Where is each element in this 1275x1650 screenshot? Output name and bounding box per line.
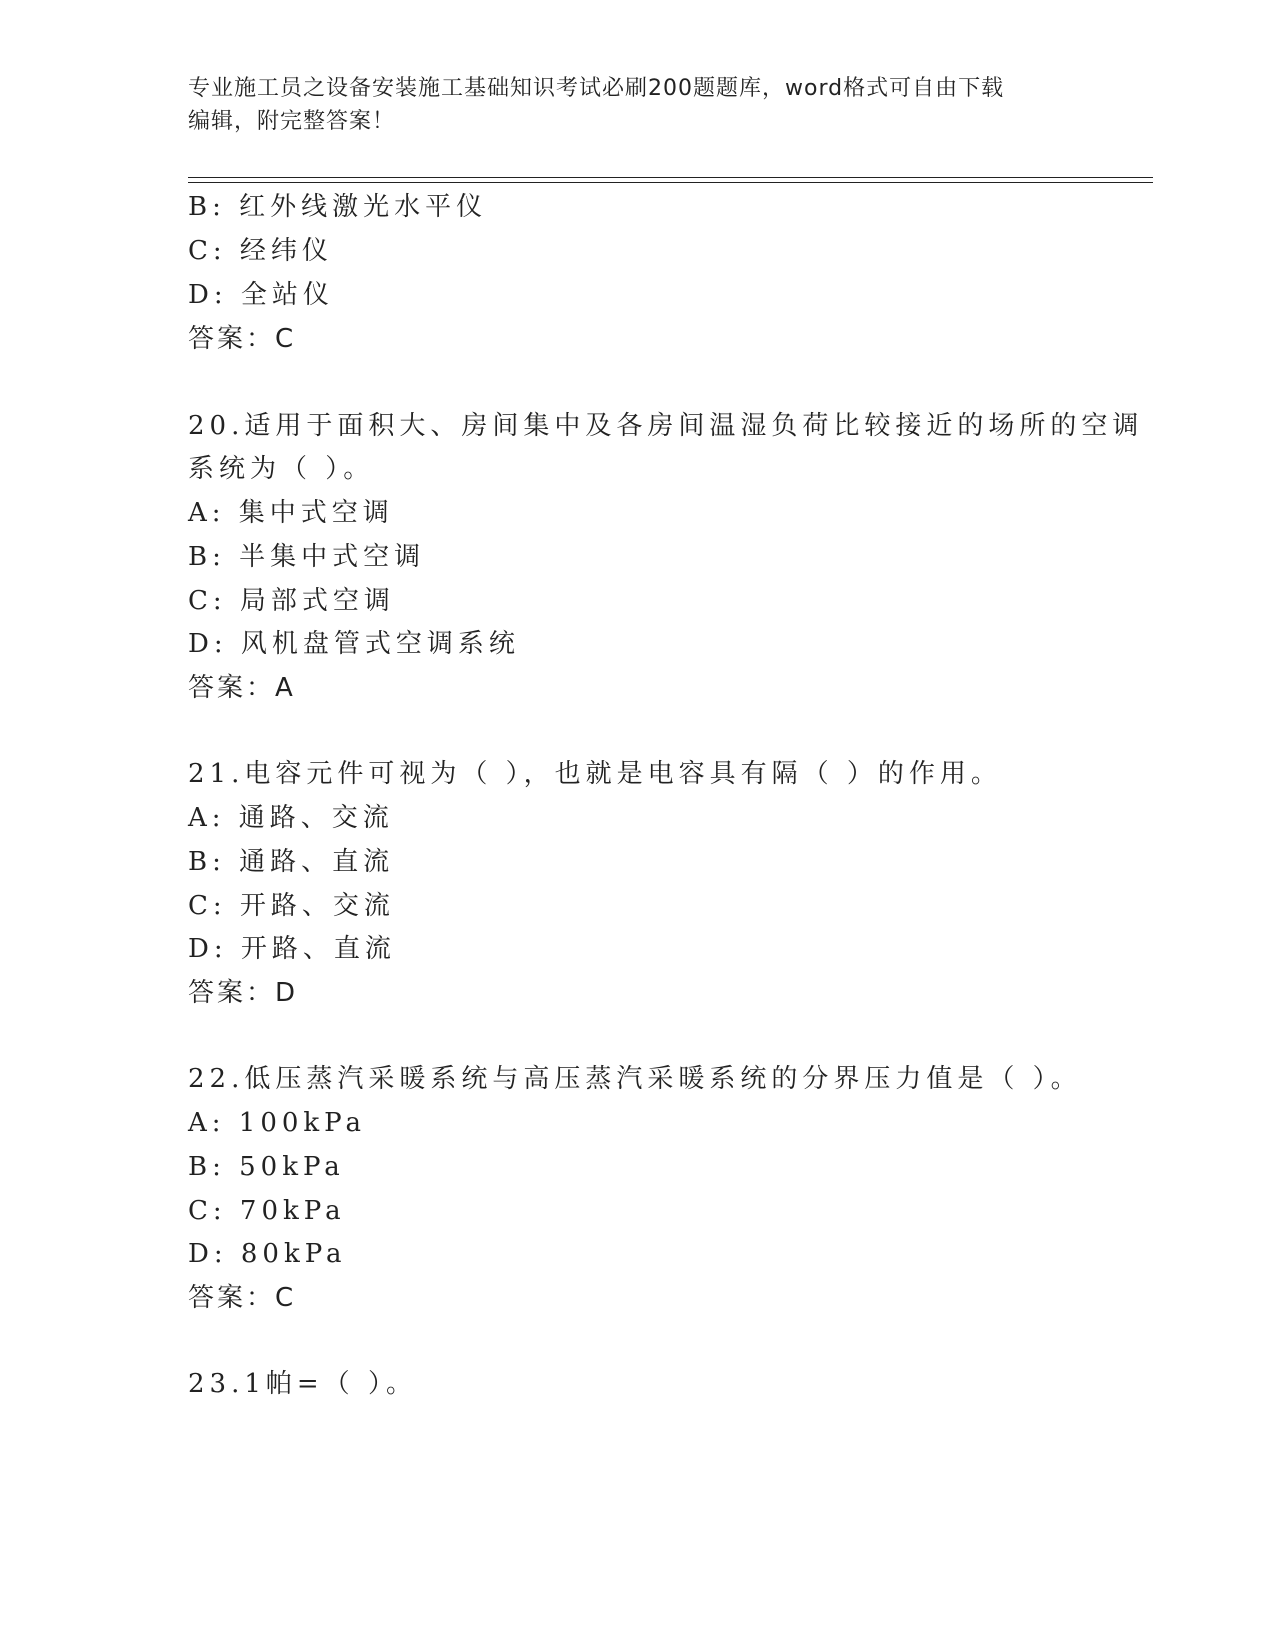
q22-option-a: A: 100kPa: [188, 1108, 367, 1138]
q21-option-a: A: 通路、交流: [188, 803, 394, 833]
q23-stem-line-1: 23.1帕=（ ）。: [188, 1369, 417, 1399]
header-title-line-2: 编辑，附完整答案！: [188, 109, 396, 134]
q20-option-b: B: 半集中式空调: [188, 542, 426, 572]
q21-answer: 答案：D: [188, 978, 299, 1008]
q21-stem-line-1: 21.电容元件可视为（ ），也就是电容具有隔（ ）的作用。: [188, 759, 1002, 789]
header-title-line-1: 专业施工员之设备安装施工基础知识考试必刷200题题库，word格式可自由下载: [188, 76, 1005, 101]
q22-option-c: C: 70kPa: [188, 1196, 346, 1226]
q21-option-b: B: 通路、直流: [188, 847, 395, 877]
document-header: [188, 72, 1088, 138]
q20-option-a: A: 集中式空调: [188, 498, 394, 528]
q21-option-d: D: 开路、直流: [188, 934, 396, 964]
header-divider-top: [188, 177, 1153, 178]
q19-option-b: B: 红外线激光水平仪: [188, 192, 488, 222]
q20-stem-line-1: 20.适用于面积大、房间集中及各房间温湿负荷比较接近的场所的空调: [188, 411, 1144, 441]
q21-option-c: C: 开路、交流: [188, 891, 395, 921]
q22-option-b: B: 50kPa: [188, 1152, 345, 1182]
q20-option-c: C: 局部式空调: [188, 586, 395, 616]
header-divider-bottom: [188, 182, 1153, 183]
q22-stem-line-1: 22.低压蒸汽采暖系统与高压蒸汽采暖系统的分界压力值是（ ）。: [188, 1064, 1082, 1094]
q20-option-d: D: 风机盘管式空调系统: [188, 629, 520, 659]
q20-stem-line-2: 系统为（ ）。: [188, 454, 375, 484]
q22-option-d: D: 80kPa: [188, 1239, 347, 1269]
q19-answer: 答案：C: [188, 324, 297, 354]
q22-answer: 答案：C: [188, 1283, 297, 1313]
q19-option-d: D: 全站仪: [188, 280, 334, 310]
q20-answer: 答案：A: [188, 673, 296, 703]
q19-option-c: C: 经纬仪: [188, 236, 333, 266]
